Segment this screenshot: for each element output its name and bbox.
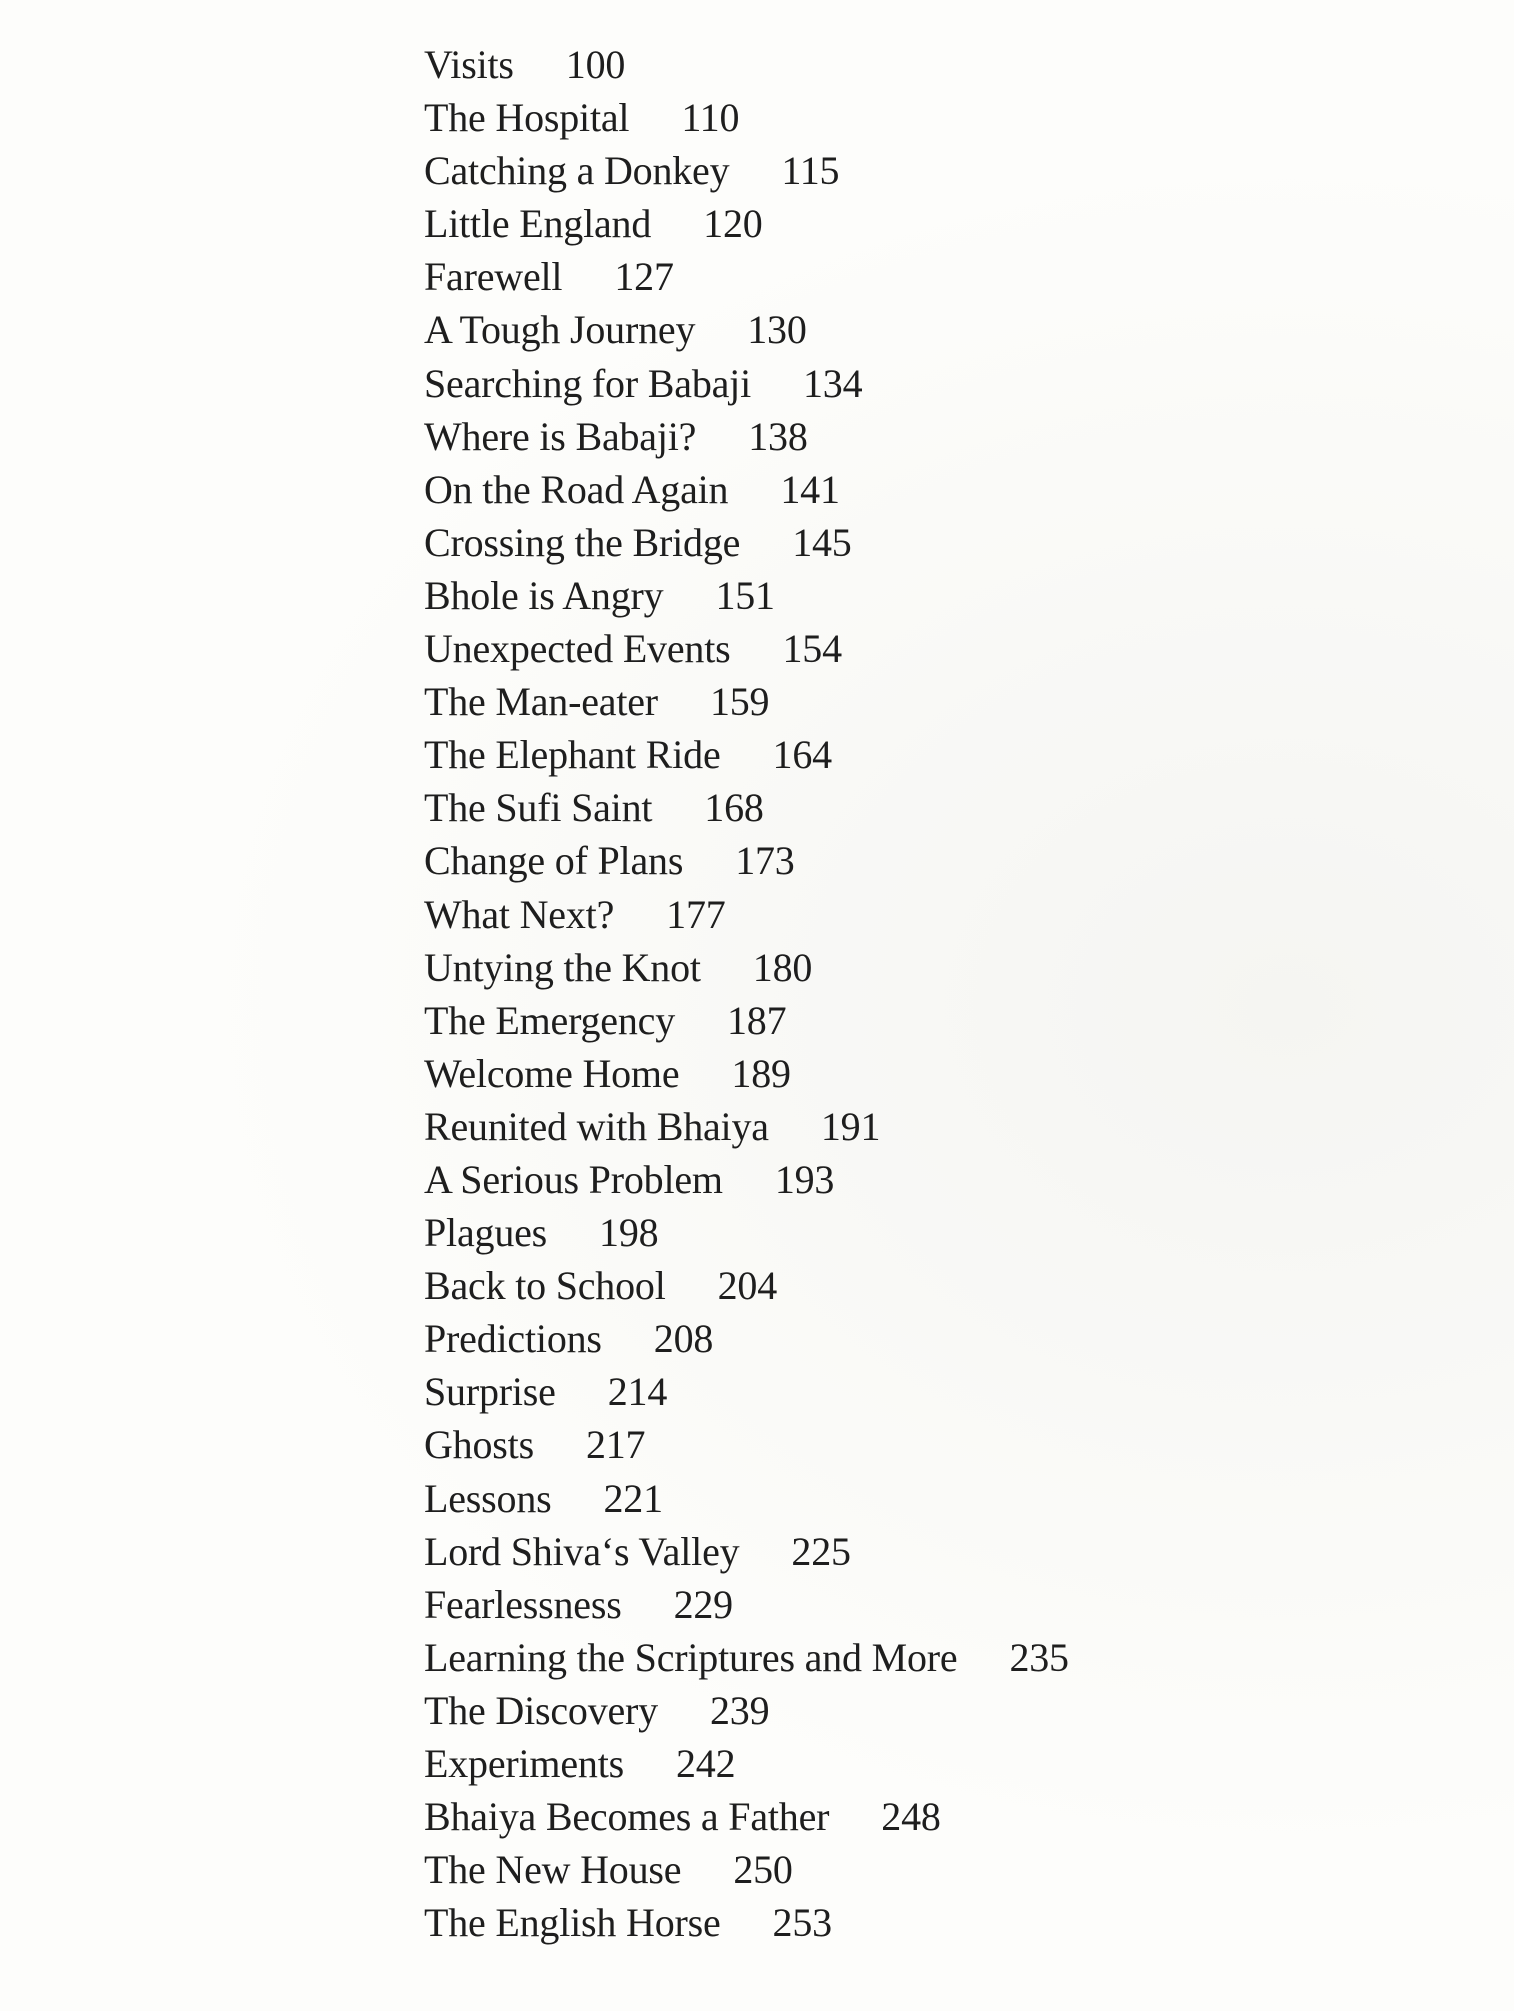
toc-entry — [424, 91, 1069, 144]
toc-entry-page-number: 187 — [727, 997, 787, 1043]
toc-entry-page-number: 127 — [614, 254, 674, 300]
toc-entry — [424, 38, 1069, 91]
toc-entry-title: A Tough Journey — [424, 307, 696, 353]
toc-entry-title: Farewell — [424, 254, 563, 300]
toc-entry — [424, 197, 1069, 250]
toc-entry-title: Learning the Scriptures and More — [424, 1634, 958, 1680]
toc-entry-page-number: 154 — [782, 626, 842, 672]
toc-entry — [424, 357, 1069, 410]
toc-entry-page-number: 120 — [703, 201, 763, 247]
toc-entry-page-number: 204 — [717, 1263, 778, 1309]
toc-entry-page-number: 173 — [735, 838, 795, 884]
toc-entry — [424, 463, 1069, 516]
toc-entry-title: Unexpected Events — [424, 626, 731, 672]
toc-entry-title: The English Horse — [424, 1900, 721, 1946]
toc-entry-page-number: 242 — [675, 1741, 736, 1786]
toc-entry-title: Little England — [424, 201, 652, 247]
toc-entry — [424, 888, 1069, 941]
toc-entry — [424, 994, 1069, 1047]
toc-entry-page-number: 145 — [792, 519, 852, 565]
toc-entry-title: On the Road Again — [424, 466, 729, 512]
toc-entry — [424, 1737, 1069, 1790]
toc-entry-page-number: 138 — [748, 413, 808, 459]
toc-entry-page-number: 208 — [653, 1316, 714, 1362]
toc-entry-title: Predictions — [424, 1316, 602, 1362]
toc-entry — [424, 303, 1069, 356]
toc-entry-title: A Serious Problem — [424, 1156, 723, 1202]
toc-entry-page-number: 177 — [666, 891, 726, 937]
toc-entry-page-number: 130 — [747, 307, 807, 353]
toc-entry — [424, 144, 1069, 197]
toc-entry — [424, 941, 1069, 994]
toc-entry-page-number: 110 — [681, 95, 740, 141]
toc-entry-page-number: 214 — [607, 1369, 668, 1415]
toc-entry-page-number: 100 — [565, 42, 626, 87]
toc-entry-page-number: 217 — [585, 1422, 646, 1468]
toc-entry-page-number: 198 — [599, 1210, 659, 1256]
toc-entry-title: Untying the Knot — [424, 944, 701, 990]
toc-entry-page-number: 193 — [774, 1156, 835, 1202]
toc-entry — [424, 1153, 1069, 1206]
toc-entry — [424, 569, 1069, 622]
toc-entry-title: The Man-eater — [424, 679, 658, 725]
toc-entry-title: Lord Shiva‘s Valley — [424, 1528, 740, 1574]
toc-entry-page-number: 189 — [731, 1050, 791, 1096]
toc-entry-title: Where is Babaji? — [424, 413, 697, 459]
toc-entry — [424, 1843, 1069, 1896]
toc-entry-page-number: 221 — [603, 1475, 663, 1521]
toc-entry-page-number: 164 — [772, 732, 832, 778]
toc-entry — [424, 1896, 1069, 1949]
toc-entry-page-number: 180 — [752, 944, 813, 990]
toc-entry — [424, 1418, 1069, 1471]
toc-entry — [424, 675, 1069, 728]
toc-entry-title: Reunited with Bhaiya — [424, 1103, 769, 1149]
toc-entry — [424, 1206, 1069, 1259]
toc-entry-title: Plagues — [424, 1210, 548, 1256]
toc-entry-title: Bhole is Angry — [424, 572, 664, 618]
toc-entry — [424, 781, 1069, 834]
toc-entry-page-number: 239 — [709, 1687, 770, 1733]
toc-entry — [424, 1472, 1069, 1525]
toc-entry — [424, 1259, 1069, 1312]
toc-entry-title: Back to School — [424, 1263, 666, 1309]
toc-entry — [424, 622, 1069, 675]
toc-entry — [424, 834, 1069, 887]
toc-entry — [424, 1365, 1069, 1418]
toc-entry-page-number: 225 — [791, 1528, 851, 1574]
toc-entry-page-number: 115 — [781, 148, 840, 194]
toc-entry — [424, 1525, 1069, 1578]
toc-entry-title: Catching a Donkey — [424, 148, 730, 194]
toc-entry-title: Change of Plans — [424, 838, 684, 884]
toc-entry-title: The Hospital — [424, 95, 630, 141]
toc-entry — [424, 516, 1069, 569]
toc-entry-title: The Discovery — [424, 1687, 658, 1733]
toc-entry-title: The New House — [424, 1847, 682, 1893]
toc-entry-page-number: 134 — [803, 360, 863, 406]
toc-entry-page-number: 253 — [772, 1900, 832, 1946]
toc-entry-page-number: 191 — [820, 1103, 881, 1149]
toc-entry-page-number: 248 — [881, 1794, 941, 1840]
toc-entry-title: Surprise — [424, 1369, 556, 1415]
toc-entry-page-number: 151 — [715, 572, 775, 618]
toc-entry-page-number: 141 — [780, 466, 840, 512]
toc-entry — [424, 1312, 1069, 1365]
toc-entry-title: Experiments — [424, 1741, 624, 1786]
toc-entry — [424, 1578, 1069, 1631]
toc-entry-title: The Elephant Ride — [424, 732, 721, 778]
toc-entry — [424, 728, 1069, 781]
toc-entry-title: Visits — [424, 42, 514, 87]
toc-entry — [424, 1684, 1069, 1737]
toc-entry-page-number: 250 — [733, 1847, 793, 1893]
toc-entry-title: What Next? — [424, 891, 615, 937]
table-of-contents — [424, 38, 1069, 1949]
toc-entry-title: Bhaiya Becomes a Father — [424, 1794, 830, 1840]
toc-entry — [424, 1631, 1069, 1684]
toc-entry-title: Lessons — [424, 1475, 552, 1521]
toc-entry-page-number: 159 — [709, 679, 770, 725]
toc-entry-page-number: 235 — [1009, 1634, 1069, 1680]
toc-entry-title: Welcome Home — [424, 1050, 680, 1096]
toc-entry-title: The Emergency — [424, 997, 675, 1043]
toc-entry — [424, 1047, 1069, 1100]
toc-entry-title: Ghosts — [424, 1422, 534, 1468]
toc-entry-title: Searching for Babaji — [424, 360, 751, 406]
toc-entry — [424, 1100, 1069, 1153]
toc-entry-title: Fearlessness — [424, 1581, 622, 1627]
toc-entry-page-number: 168 — [704, 785, 764, 831]
toc-entry-title: Crossing the Bridge — [424, 519, 741, 565]
toc-entry-title: The Sufi Saint — [424, 785, 653, 831]
toc-entry — [424, 1790, 1069, 1843]
toc-entry — [424, 250, 1069, 303]
toc-entry-page-number: 229 — [673, 1581, 733, 1627]
toc-entry — [424, 410, 1069, 463]
